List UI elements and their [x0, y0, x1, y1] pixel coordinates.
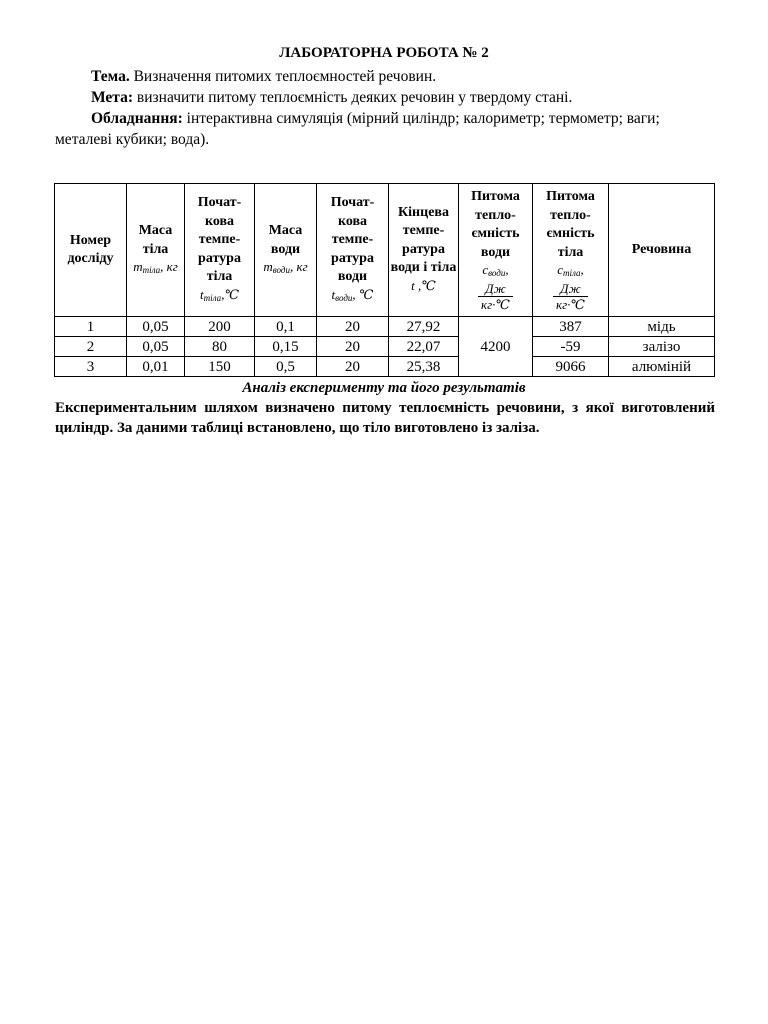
goal-label: Мета: — [91, 89, 134, 106]
theme-line — [55, 66, 715, 87]
cell-substance: залізо — [609, 337, 715, 357]
cell-water-mass: 0,15 — [255, 337, 317, 357]
cell-number: 2 — [55, 337, 127, 357]
header-body-mass: Маса тіла $m_{тіла}$, кг — [127, 184, 185, 317]
goal-text: визначити питому теплоємність деяких речовин у твердому стані. — [133, 89, 573, 106]
analysis-text: Експериментальним шляхом визначено питому теплоємність речовини, з якої виготовлений циліндр. За даними таблиці встановлено, що тіло виготовлено із заліза. — [55, 400, 715, 436]
cell-water-mass: 0,5 — [255, 357, 317, 377]
header-body-temp: Почат-кова темпе-ратура тіла $t_{тіла},℃$ — [185, 184, 255, 317]
theme-text: Визначення питомих теплоємностей речовин. — [129, 68, 437, 85]
header-substance: Речовина — [609, 184, 715, 317]
cell-body-mass: 0,01 — [127, 357, 185, 377]
header-water-temp: Почат-кова темпе-ратура води $t_{води}$, ℃ — [317, 184, 389, 317]
goal-line — [55, 87, 715, 108]
cell-body-heat: 9066 — [533, 357, 609, 377]
analysis-title: Аналіз експерименту та його результатів — [242, 380, 526, 396]
cell-water-mass: 0,1 — [255, 317, 317, 337]
table-row — [55, 357, 715, 377]
cell-number: 3 — [55, 357, 127, 377]
table-row — [55, 337, 715, 357]
cell-body-heat: -59 — [533, 337, 609, 357]
page-title: ЛАБОРАТОРНА РОБОТА № 2 — [279, 45, 489, 61]
cell-final-temp: 22,07 — [389, 337, 459, 357]
cell-body-temp: 80 — [185, 337, 255, 357]
cell-body-mass: 0,05 — [127, 317, 185, 337]
cell-final-temp: 25,38 — [389, 357, 459, 377]
cell-final-temp: 27,92 — [389, 317, 459, 337]
cell-body-temp: 200 — [185, 317, 255, 337]
header-number: Номер досліду — [55, 184, 127, 317]
cell-water-temp: 20 — [317, 317, 389, 337]
cell-substance: алюміній — [609, 357, 715, 377]
table-row — [55, 317, 715, 337]
cell-water-temp: 20 — [317, 357, 389, 377]
cell-substance: мідь — [609, 317, 715, 337]
header-final-temp: Кінцева темпе-ратура води і тіла t ,℃ — [389, 184, 459, 317]
theme-label: Тема. — [91, 68, 130, 85]
cell-water-temp: 20 — [317, 337, 389, 357]
cell-body-heat: 387 — [533, 317, 609, 337]
cell-body-mass: 0,05 — [127, 337, 185, 357]
equipment-line — [55, 108, 715, 150]
cell-water-heat: 4200 — [459, 317, 533, 377]
results-table — [54, 183, 715, 377]
header-body-heat: Питома тепло-ємність тіла $c_{тіла}$, $\frac{Дж}{кг\cdot℃}$ — [533, 184, 609, 317]
cell-number: 1 — [55, 317, 127, 337]
cell-body-temp: 150 — [185, 357, 255, 377]
equipment-label: Обладнання: — [91, 110, 183, 127]
equipment-text: інтерактивна симуляція (мірний циліндр; калориметр; термометр; ваги; металеві кубики; вода). — [55, 110, 660, 148]
header-water-mass: Маса води $m_{води}$, кг — [255, 184, 317, 317]
header-water-heat: Питома тепло-ємність води $c_{води}$, $\frac{Дж}{кг\cdot℃}$ — [459, 184, 533, 317]
table-header-row — [55, 184, 715, 317]
